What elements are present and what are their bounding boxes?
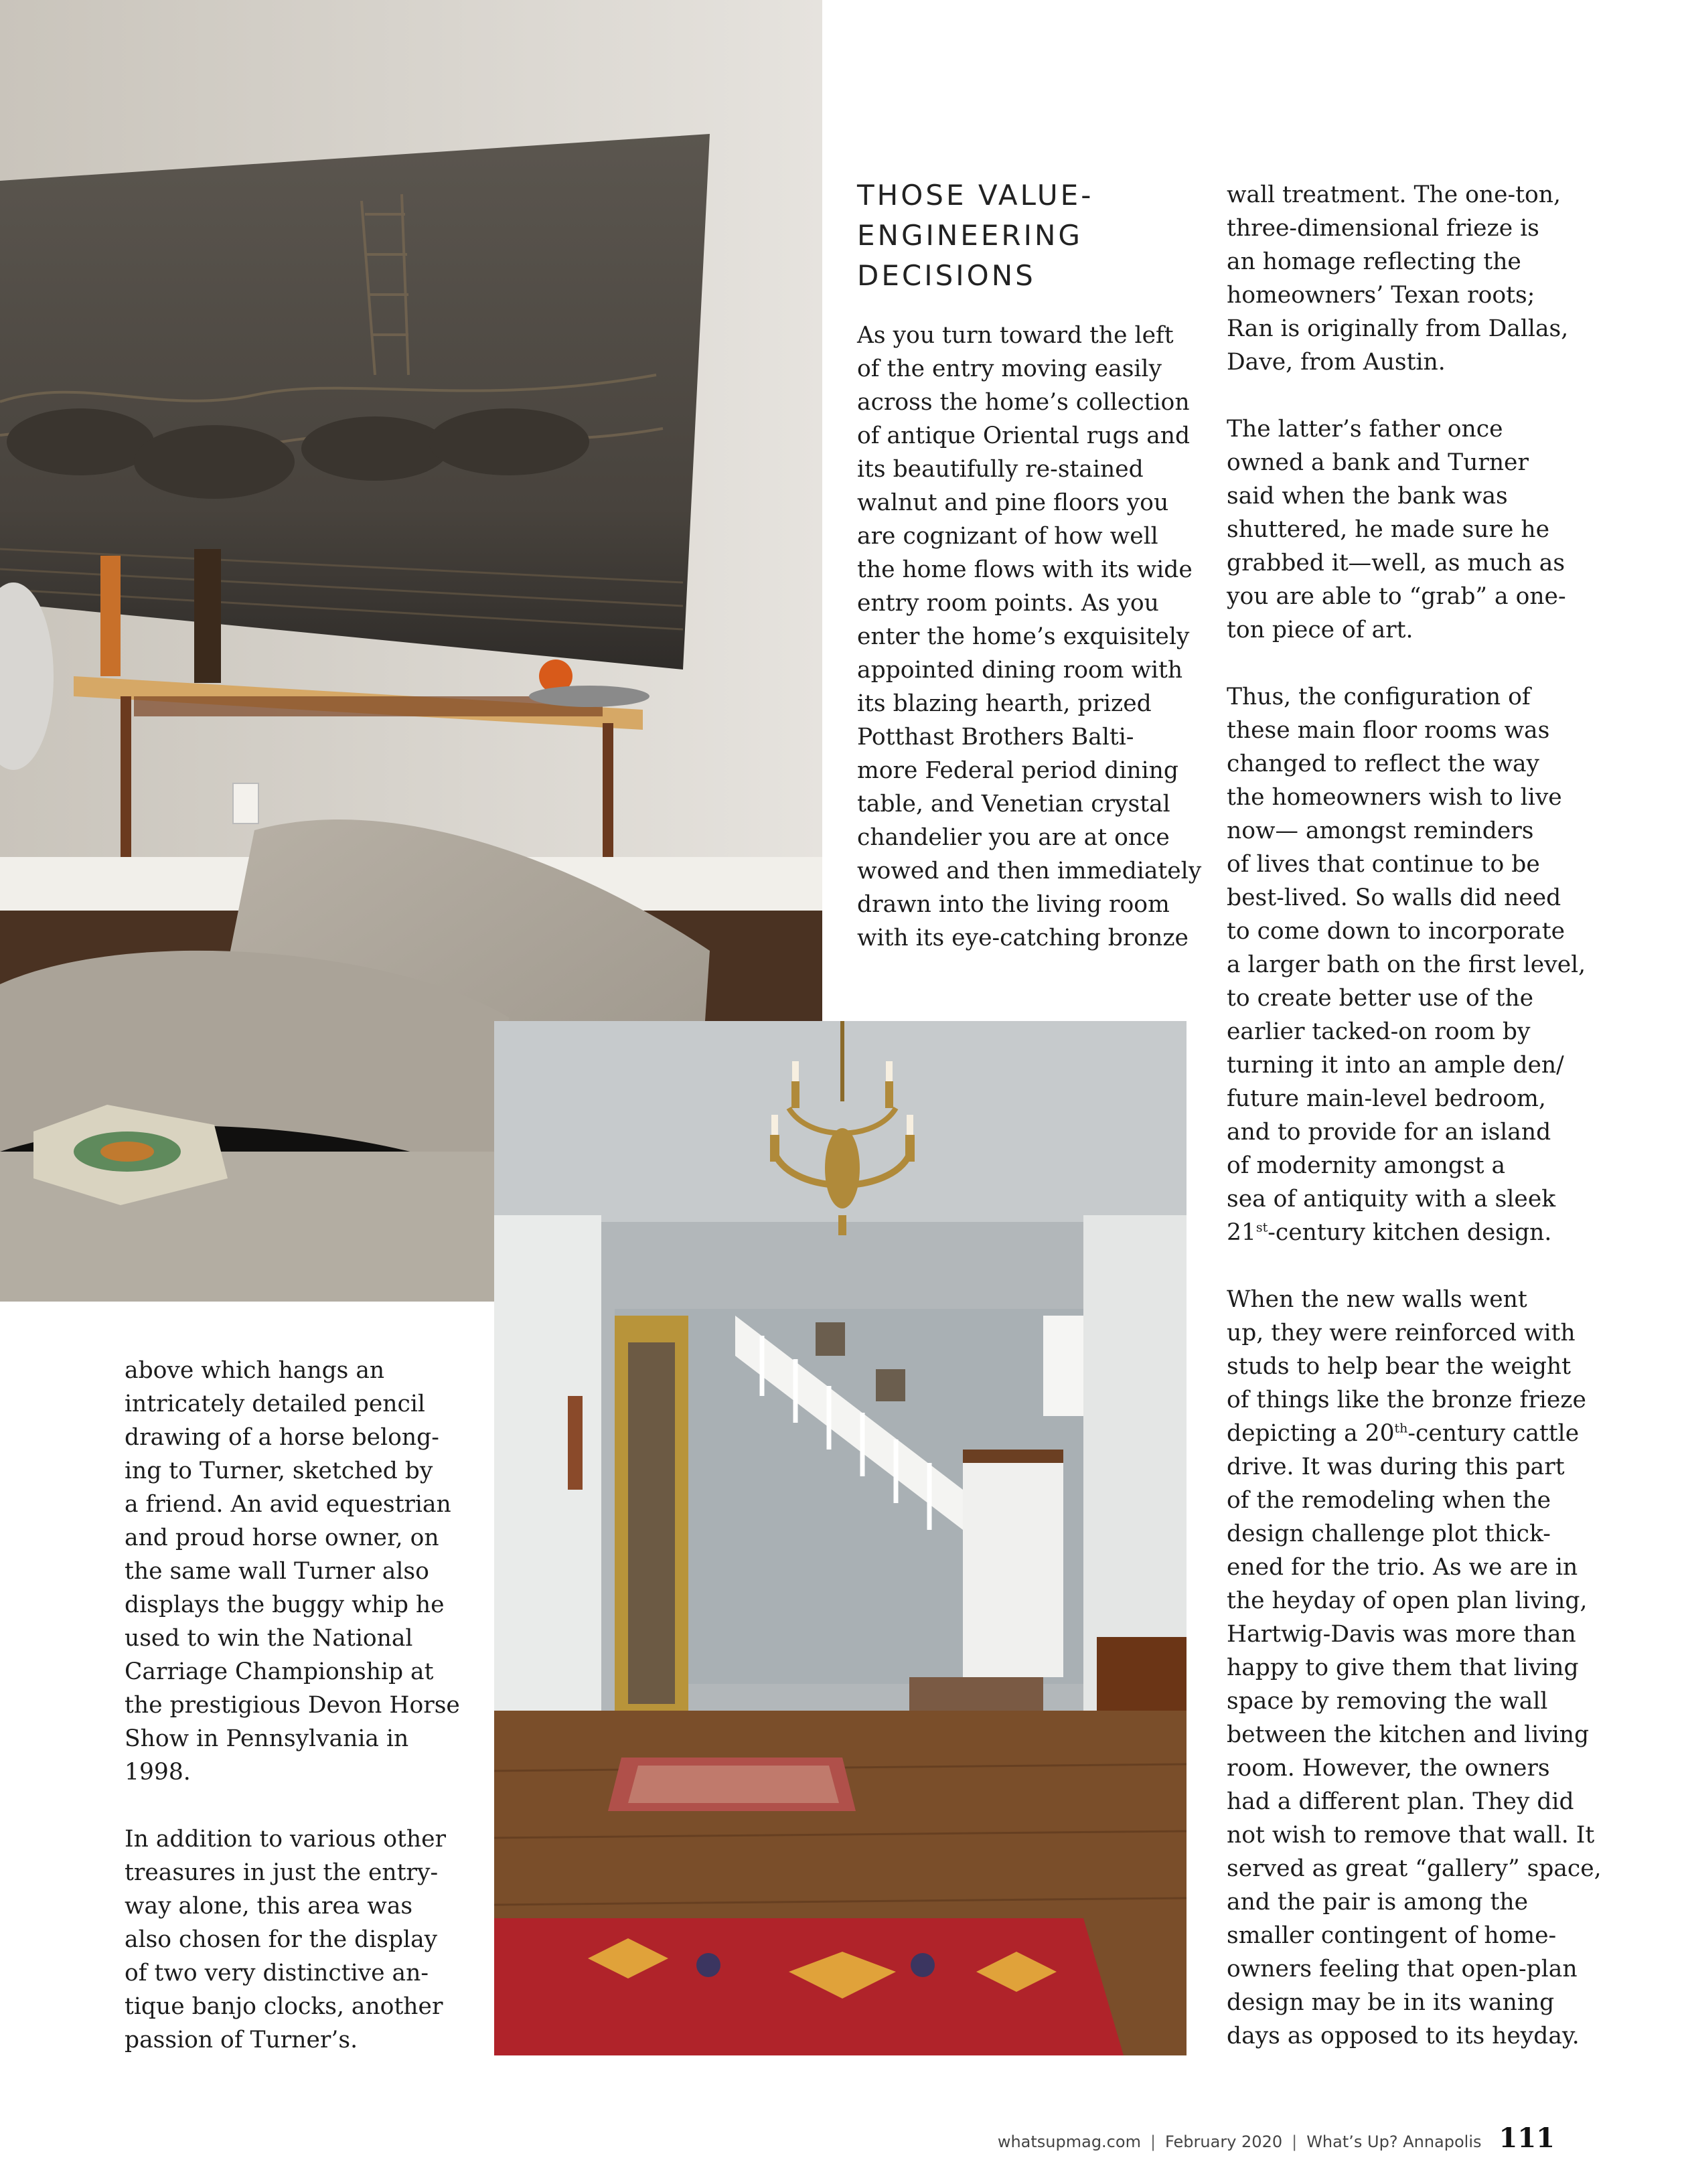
text-line: ton piece of art. (1227, 617, 1413, 643)
paragraph (1227, 1283, 1602, 2053)
text-line: When the new walls went (1227, 1286, 1527, 1313)
text-line: ened for the trio. As we are in (1227, 1554, 1578, 1581)
superscript: th (1394, 1421, 1408, 1436)
text-line: the home flows with its wide (857, 556, 1193, 583)
text-line: drive. It was during this part (1227, 1454, 1565, 1480)
text-line: the heyday of open plan living, (1227, 1587, 1588, 1614)
text-line: earlier tacked-on room by (1227, 1018, 1531, 1045)
text-line (1227, 1417, 1580, 1450)
text-line: smaller contingent of home- (1227, 1922, 1557, 1949)
text-line: days as opposed to its heyday. (1227, 2023, 1580, 2049)
text-line: the homeowners wish to live (1227, 784, 1562, 811)
text-line: ing to Turner, sketched by (125, 1458, 433, 1484)
text-line: are cognizant of how well (857, 523, 1158, 550)
text-line: to come down to incorporate (1227, 918, 1565, 945)
text-line: of antique Oriental rugs and (857, 422, 1191, 449)
text-line: between the kitchen and living (1227, 1721, 1590, 1748)
paragraph (1227, 680, 1586, 1249)
page-number: 111 (1499, 2122, 1555, 2154)
text-line: across the home’s collection (857, 389, 1190, 416)
text-line: sea of antiquity with a sleek (1227, 1186, 1556, 1213)
paragraph (857, 319, 1205, 955)
text-line: Potthast Brothers Balti- (857, 724, 1134, 751)
text-line: said when the bank was (1227, 483, 1508, 510)
paragraph (1227, 412, 1575, 647)
text-line: and to provide for an island (1227, 1119, 1551, 1146)
text-line: an homage reflecting the (1227, 248, 1521, 275)
section-heading (857, 175, 1125, 296)
text-line: The latter’s father once (1227, 416, 1503, 443)
text-line: intricately detailed pencil (125, 1391, 425, 1417)
article-column-right (1227, 178, 1602, 2053)
text-line: Thus, the configuration of (1227, 684, 1531, 710)
text-line: a larger bath on the first level, (1227, 951, 1586, 978)
text-line: table, and Venetian crystal (857, 791, 1170, 817)
text-line: displays the buggy whip he (125, 1591, 445, 1618)
text-line: Show in Pennsylvania in (125, 1725, 409, 1752)
text-line: up, they were reinforced with (1227, 1320, 1576, 1346)
text-line: of the remodeling when the (1227, 1487, 1551, 1514)
page-footer (998, 2122, 1555, 2154)
text-line: future main-level bedroom, (1227, 1085, 1546, 1112)
text-line: of two very distinctive an- (125, 1960, 429, 1986)
text-line: turning it into an ample den/ (1227, 1052, 1564, 1079)
heading-line: DECISIONS (857, 259, 1036, 292)
text-line: design may be in its waning (1227, 1989, 1555, 2016)
text-line: happy to give them that living (1227, 1654, 1579, 1681)
text-line: not wish to remove that wall. It (1227, 1822, 1595, 1849)
paragraph (1227, 178, 1575, 379)
text-line: treasures in just the entry- (125, 1859, 439, 1886)
text-line: best-lived. So walls did need (1227, 884, 1561, 911)
text-run: 21 (1227, 1219, 1256, 1246)
text-line: 1998. (125, 1759, 191, 1786)
text-line: Carriage Championship at (125, 1658, 434, 1685)
text-line: its beautifully re-stained (857, 456, 1144, 483)
text-line: room. However, the owners (1227, 1755, 1550, 1782)
text-line: the same wall Turner also (125, 1558, 429, 1585)
text-line: drawn into the living room (857, 891, 1170, 918)
text-line: these main floor rooms was (1227, 717, 1550, 744)
text-run: depicting a 20 (1227, 1420, 1395, 1447)
text-line: Ran is originally from Dallas, (1227, 315, 1569, 342)
text-line: its blazing hearth, prized (857, 690, 1152, 717)
text-line: now— amongst reminders (1227, 817, 1534, 844)
text-line: and proud horse owner, on (125, 1525, 439, 1551)
footer-site: whatsupmag.com (997, 2132, 1141, 2151)
text-line: of modernity amongst a (1227, 1152, 1506, 1179)
text-line: homeowners’ Texan roots; (1227, 282, 1535, 309)
text-line: As you turn toward the left (857, 322, 1174, 349)
text-line: used to win the National (125, 1625, 413, 1652)
text-line: shuttered, he made sure he (1227, 516, 1550, 543)
text-line: passion of Turner’s. (125, 2027, 358, 2053)
text-line: owned a bank and Turner (1227, 449, 1529, 476)
text-line: of lives that continue to be (1227, 851, 1540, 878)
text-line: Hartwig-Davis was more than (1227, 1621, 1576, 1648)
text-line: served as great “gallery” space, (1227, 1855, 1602, 1882)
text-line: enter the home’s exquisitely (857, 623, 1190, 650)
superscript: st (1255, 1220, 1268, 1235)
text-line: above which hangs an (125, 1357, 385, 1384)
footer-issue: February 2020 (1165, 2132, 1283, 2151)
text-line: wowed and then immediately (857, 858, 1202, 884)
text-line: way alone, this area was (125, 1893, 413, 1920)
text-line: a friend. An avid equestrian (125, 1491, 451, 1518)
text-run: -century cattle (1407, 1420, 1580, 1447)
text-line: studs to help bear the weight (1227, 1353, 1572, 1380)
text-line: grabbed it—well, as much as (1227, 550, 1565, 576)
heading-line: ENGINEERING (857, 219, 1083, 252)
text-line: tique banjo clocks, another (125, 1993, 443, 2020)
text-line: three-dimensional frieze is (1227, 215, 1539, 242)
text-line: changed to reflect the way (1227, 751, 1540, 777)
footer-magazine: What’s Up? Annapolis (1306, 2132, 1482, 2151)
text-line: Dave, from Austin. (1227, 349, 1446, 376)
text-line: design challenge plot thick- (1227, 1520, 1551, 1547)
heading-line: THOSE VALUE- (857, 179, 1094, 212)
article-column-left (125, 1354, 473, 2057)
article-column-middle (857, 319, 1205, 955)
footer-separator: | (1292, 2132, 1298, 2151)
text-line: with its eye-catching bronze (857, 925, 1189, 951)
text-line: also chosen for the display (125, 1926, 438, 1953)
text-line: wall treatment. The one-ton, (1227, 181, 1561, 208)
text-line: entry room points. As you (857, 590, 1159, 617)
text-line (1227, 1216, 1575, 1249)
paragraph (125, 1822, 473, 2057)
text-line: more Federal period dining (857, 757, 1178, 784)
text-line: of things like the bronze frieze (1227, 1387, 1586, 1413)
paragraph (125, 1354, 473, 1789)
text-line: chandelier you are at once (857, 824, 1170, 851)
text-line: drawing of a horse belong- (125, 1424, 439, 1451)
text-line: the prestigious Devon Horse (125, 1692, 460, 1719)
text-line: to create better use of the (1227, 985, 1534, 1012)
text-run: -century kitchen design. (1268, 1219, 1552, 1246)
text-line: In addition to various other (125, 1826, 447, 1853)
entry-hall-photo (494, 1021, 1187, 2055)
text-line: and the pair is among the (1227, 1889, 1528, 1916)
text-line: you are able to “grab” a one- (1227, 583, 1566, 610)
footer-separator: | (1150, 2132, 1156, 2151)
text-line: owners feeling that open-plan (1227, 1956, 1578, 1982)
text-line: had a different plan. They did (1227, 1788, 1574, 1815)
text-line: walnut and pine floors you (857, 489, 1169, 516)
text-line: of the entry moving easily (857, 356, 1162, 382)
text-line: appointed dining room with (857, 657, 1183, 684)
text-line: space by removing the wall (1227, 1688, 1548, 1715)
